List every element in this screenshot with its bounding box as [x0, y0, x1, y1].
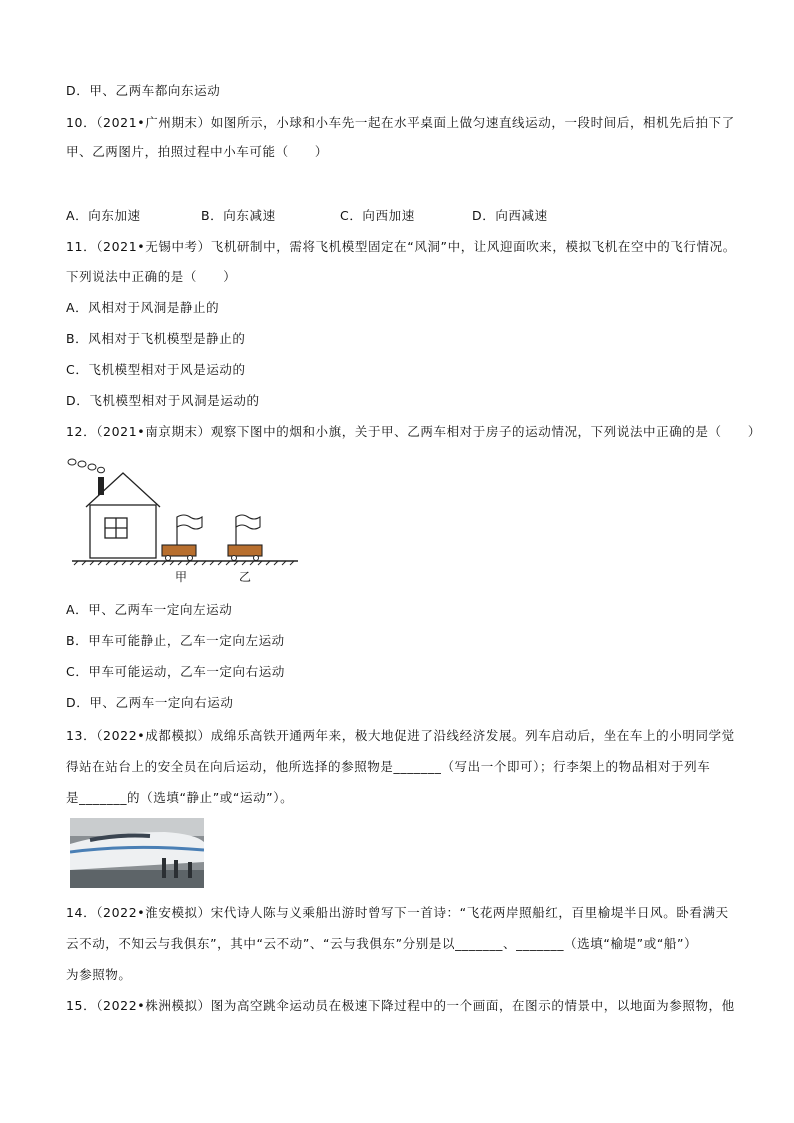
q10-stem-line1: 10．（2021•广州期末）如图所示，小球和小车先一起在水平桌面上做匀速直线运动，一段时间后，相机先后拍下了: [66, 115, 735, 130]
house: [86, 473, 160, 558]
q13-stem-line1: 13．（2022•成都模拟）成绵乐高铁开通两年来，极大地促进了沿线经济发展。列车启动后，坐在车上的小明同学觉: [66, 728, 735, 743]
q10-option-b: B．向东减速: [201, 208, 276, 223]
q10-option-d: D．向西减速: [472, 208, 548, 223]
high-speed-train-photo: [70, 818, 204, 888]
q11-option-a: A．风相对于风洞是静止的: [66, 300, 220, 315]
q15-stem-line1: 15．（2022•株洲模拟）图为高空跳伞运动员在极速下降过程中的一个画面，在图示的情景中，以地面为参照物，他: [66, 998, 735, 1013]
q12-option-b: B．甲车可能静止，乙车一定向左运动: [66, 633, 285, 648]
q11-option-b: B．风相对于飞机模型是静止的: [66, 331, 246, 346]
q10-option-a: A．向东加速: [66, 208, 141, 223]
q11-option-c: C．飞机模型相对于风是运动的: [66, 362, 246, 377]
q12-option-a: A．甲、乙两车一定向左运动: [66, 602, 233, 617]
q13-stem-line2: 得站在站台上的安全员在向后运动，他所选择的参照物是_______（写出一个即可）；行李架上的物品相对于列车: [66, 759, 711, 774]
q14-stem-line3: 为参照物。: [66, 967, 132, 982]
q11-stem-line1: 11．（2021•无锡中考）飞机研制中，需将飞机模型固定在“风洞”中，让风迎面吹来，模拟飞机在空中的飞行情况。: [66, 239, 736, 254]
q13-stem-line3: 是_______的（选填“静止”或“运动”）。: [66, 790, 294, 805]
q12-stem: 12．（2021•南京期末）观察下图中的烟和小旗，关于甲、乙两车相对于房子的运动情况，下列说法中正确的是（ ）: [66, 424, 761, 439]
q12-option-c: C．甲车可能运动，乙车一定向右运动: [66, 664, 285, 679]
q11-stem-line2: 下列说法中正确的是（ ）: [66, 269, 237, 284]
ground: [72, 561, 298, 565]
q14-stem-line1: 14．（2022•淮安模拟）宋代诗人陈与义乘船出游时曾写下一首诗：“飞花两岸照船红，百里榆堤半日风。卧看满天: [66, 905, 729, 920]
q10-stem-line2: 甲、乙两图片，拍照过程中小车可能（ ）: [66, 144, 329, 159]
q9-option-d: D．甲、乙两车都向东运动: [66, 83, 221, 98]
q14-stem-line2: 云不动，不知云与我俱东”，其中“云不动”、“云与我俱东”分别是以_______、_______（选填“榆堤”或“船”）: [66, 936, 698, 951]
chimney: [98, 477, 104, 495]
car-yi: [228, 515, 262, 561]
label-jia: 甲: [175, 570, 188, 584]
q12-house-cars-figure: [60, 455, 300, 585]
q10-option-c: C．向西加速: [340, 208, 415, 223]
q11-option-d: D．飞机模型相对于风洞是运动的: [66, 393, 260, 408]
q12-option-d: D．甲、乙两车一定向右运动: [66, 695, 234, 710]
smoke-puffs: [68, 459, 105, 473]
label-yi: 乙: [239, 570, 252, 584]
car-jia: [162, 515, 202, 561]
